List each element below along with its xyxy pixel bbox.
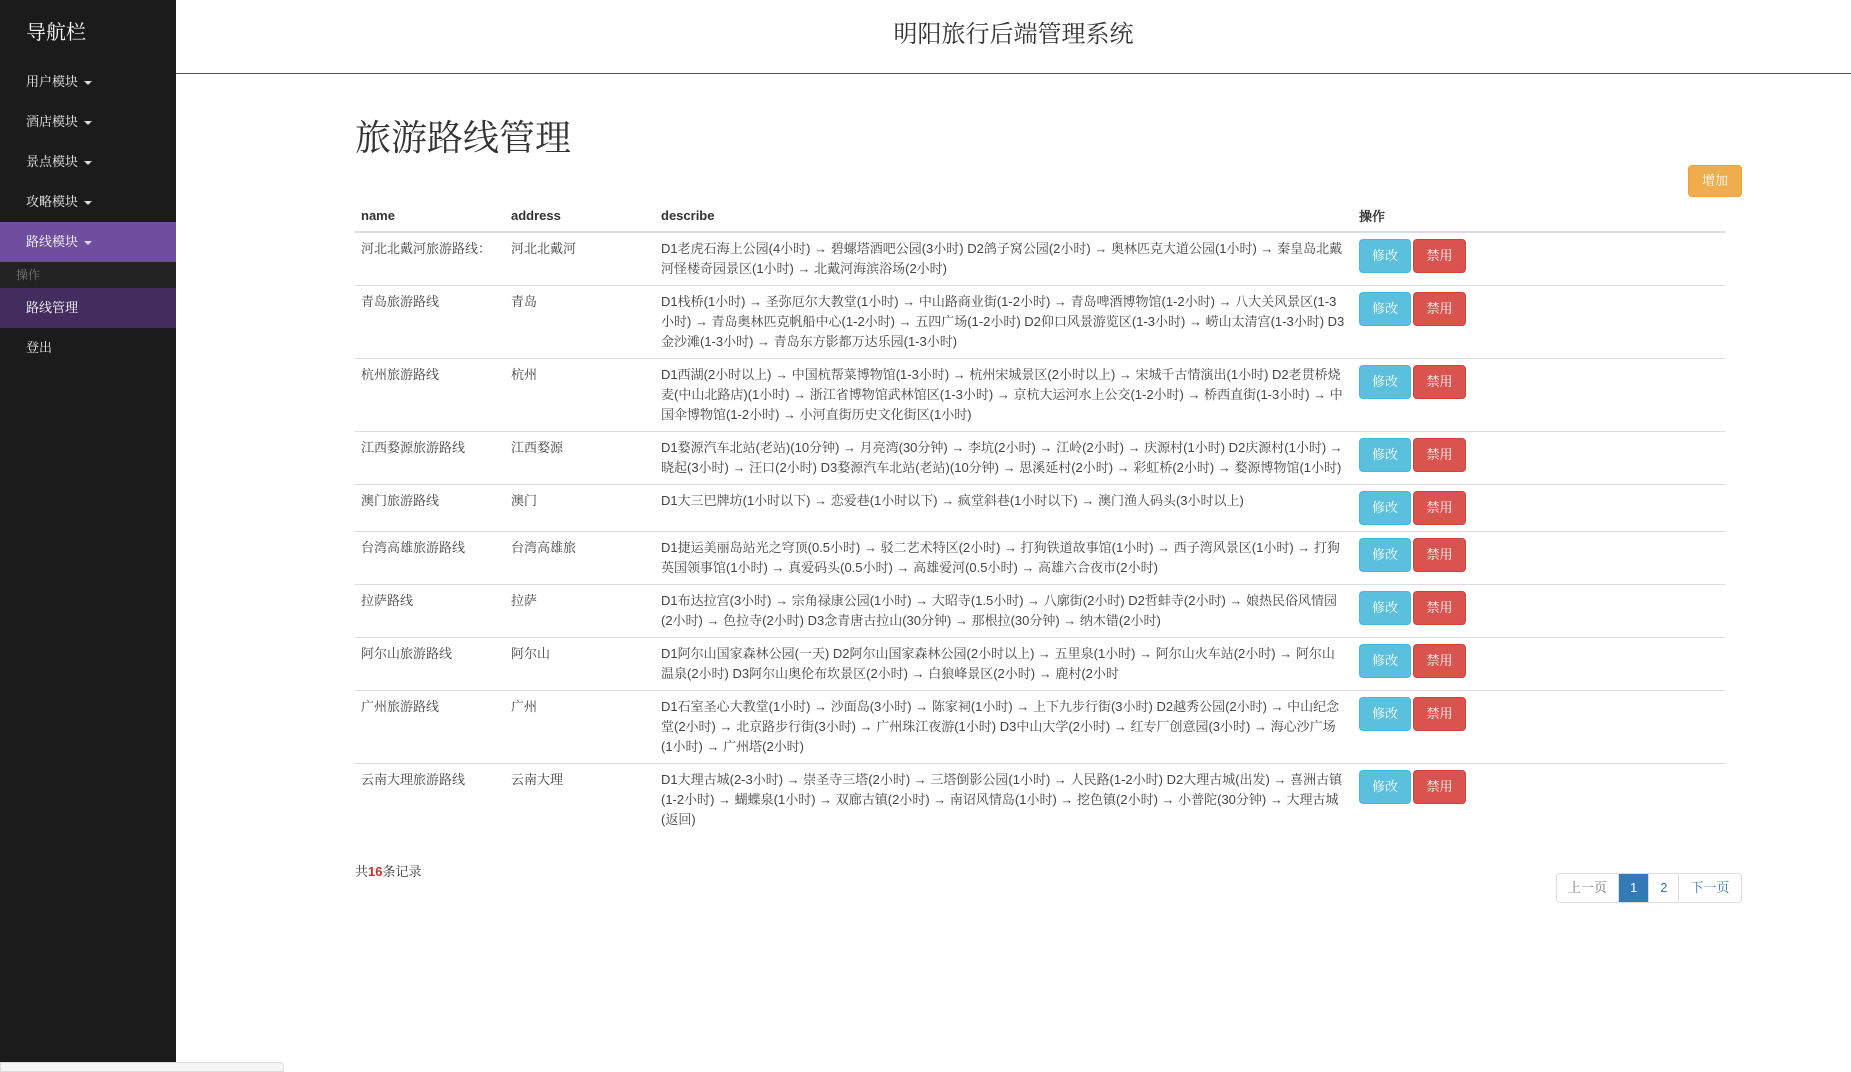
next-page-button[interactable]: 下一页 [1678,874,1740,902]
row-actions [1353,359,1725,432]
record-count [355,861,422,880]
system-title: 明阳旅行后端管理系统 [893,21,1134,48]
top-header [176,0,1851,74]
row-actions [1353,432,1725,485]
nav-label: 路线模块 [26,234,79,249]
route-name: 阿尔山旅游路线 [355,638,505,691]
edit-button[interactable]: 修改 [1359,697,1411,731]
route-describe: D1婺源汽车北站(老站)(10分钟) → 月亮湾(30分钟) → 李坑(2小时) → 江岭(2小时) → 庆源村(1小时) D2庆源村(1小时) → 晓起(3小时) → 汪口(2小时) D3婺源汽车北站(老站)(10分钟) → 思溪延村(2小时) → 彩虹桥(2小时) → 婺源博物馆(1小时) [655,432,1353,485]
edit-button[interactable]: 修改 [1359,491,1411,525]
caret-down-icon [84,201,92,205]
caret-down-icon [84,81,92,85]
route-address: 江西婺源 [505,432,655,485]
route-name: 杭州旅游路线 [355,359,505,432]
edit-button[interactable]: 修改 [1359,644,1411,678]
table-row [355,432,1725,485]
route-name: 广州旅游路线 [355,691,505,764]
page-2-button[interactable]: 2 [1648,874,1678,902]
row-actions [1353,764,1725,837]
route-address: 澳门 [505,485,655,532]
sidebar-section-header: 操作 [0,262,176,288]
disable-button[interactable]: 禁用 [1413,591,1466,625]
nav-label: 攻略模块 [26,194,79,209]
route-name: 澳门旅游路线 [355,485,505,532]
route-describe: D1阿尔山国家森林公园(一天) D2阿尔山国家森林公园(2小时以上) → 五里泉(1小时) → 阿尔山火车站(2小时) → 阿尔山温泉(2小时) D3阿尔山奥伦布坎景区(2小时) → 白狼峰景区(2小时) → 鹿村(2小时 [655,638,1353,691]
column-header-describe: describe [655,200,1353,232]
sidebar-item-route-module[interactable] [0,222,176,262]
table-row [355,532,1725,585]
edit-button[interactable]: 修改 [1359,438,1411,472]
route-name: 台湾高雄旅游路线 [355,532,505,585]
disable-button[interactable]: 禁用 [1413,770,1466,804]
table-row [355,638,1725,691]
add-button[interactable]: 增加 [1688,165,1742,197]
nav-label: 酒店模块 [26,114,79,129]
pagination [1556,873,1742,903]
route-name: 河北北戴河旅游路线： [355,232,505,286]
route-address: 台湾高雄旅 [505,532,655,585]
route-describe: D1捷运美丽岛站光之穹顶(0.5小时) → 驳二艺术特区(2小时) → 打狗铁道故事馆(1小时) → 西子湾风景区(1小时) → 打狗英国领事馆(1小时) → 真爱码头(0.5小时) → 高雄爱河(0.5小时) → 高雄六合夜市(2小时) [655,532,1353,585]
route-address: 阿尔山 [505,638,655,691]
route-describe: D1西湖(2小时以上) → 中国杭帮菜博物馆(1-3小时) → 杭州宋城景区(2小时以上) → 宋城千古情演出(1小时) D2老贯桥烧麦(中山北路店)(1小时) → 浙江省博物馆武林馆区(1-3小时) → 京杭大运河水上公交(1-2小时) → 桥西直街(1-3小时) → 中国伞博物馆(1-2小时) → 小河直街历史文化街区(1小时) [655,359,1353,432]
row-actions [1353,691,1725,764]
table-row [355,691,1725,764]
total-suffix: 条记录 [382,864,422,879]
route-describe: D1大理古城(2-3小时) → 崇圣寺三塔(2小时) → 三塔倒影公园(1小时) → 人民路(1-2小时) D2大理古城(出发) → 喜洲古镇(1-2小时) → 蝴蝶泉(1小时) → 双廊古镇(2小时) → 南诏风情岛(1小时) → 挖色镇(2小时) → 小普陀(30分钟) → 大理古城(返回) [655,764,1353,837]
routes-table [355,200,1725,836]
status-bar-url [0,1062,284,1072]
route-address: 杭州 [505,359,655,432]
sidebar-item-user-module[interactable] [0,62,176,102]
route-name: 拉萨路线 [355,585,505,638]
total-count: 16 [368,864,383,879]
column-header-actions: 操作 [1353,200,1725,232]
table-row [355,286,1725,359]
sidebar-item-route-management[interactable]: 路线管理 [0,288,176,328]
table-row [355,232,1725,286]
edit-button[interactable]: 修改 [1359,365,1411,399]
table-row [355,359,1725,432]
route-name: 云南大理旅游路线 [355,764,505,837]
disable-button[interactable]: 禁用 [1413,644,1466,678]
table-row [355,485,1725,532]
edit-button[interactable]: 修改 [1359,292,1411,326]
route-address: 河北北戴河 [505,232,655,286]
prev-page-button[interactable]: 上一页 [1568,880,1608,895]
edit-button[interactable]: 修改 [1359,239,1411,273]
edit-button[interactable]: 修改 [1359,770,1411,804]
route-address: 拉萨 [505,585,655,638]
route-name: 江西婺源旅游路线 [355,432,505,485]
row-actions [1353,585,1725,638]
row-actions [1353,532,1725,585]
disable-button[interactable]: 禁用 [1413,438,1466,472]
sidebar-item-hotel-module[interactable] [0,102,176,142]
disable-button[interactable]: 禁用 [1413,538,1466,572]
nav-label: 景点模块 [26,154,79,169]
table-row [355,764,1725,837]
sidebar [0,0,176,1062]
column-header-address: address [505,200,655,232]
caret-down-icon [84,241,92,245]
route-describe: D1大三巴牌坊(1小时以下) → 恋爱巷(1小时以下) → 疯堂斜巷(1小时以下) → 澳门渔人码头(3小时以上) [655,485,1353,532]
caret-down-icon [84,161,92,165]
disable-button[interactable]: 禁用 [1413,491,1466,525]
route-name: 青岛旅游路线 [355,286,505,359]
sidebar-brand: 导航栏 [26,22,86,44]
page-title: 旅游路线管理 [355,117,572,158]
edit-button[interactable]: 修改 [1359,591,1411,625]
column-header-name: name [355,200,505,232]
row-actions [1353,232,1725,286]
route-describe: D1布达拉宫(3小时) → 宗角禄康公园(1小时) → 大昭寺(1.5小时) → 八廓街(2小时) D2哲蚌寺(2小时) → 娘热民俗风情园(2小时) → 色拉寺(2小时) D3念青唐古拉山(30分钟) → 那根拉(30分钟) → 纳木错(2小时) [655,585,1353,638]
row-actions [1353,485,1725,532]
disable-button[interactable]: 禁用 [1413,239,1466,273]
edit-button[interactable]: 修改 [1359,538,1411,572]
row-actions [1353,286,1725,359]
total-prefix: 共 [355,864,369,879]
route-address: 青岛 [505,286,655,359]
route-address: 广州 [505,691,655,764]
route-describe: D1石室圣心大教堂(1小时) → 沙面岛(3小时) → 陈家祠(1小时) → 上下九步行街(3小时) D2越秀公园(2小时) → 中山纪念堂(2小时) → 北京路步行街(3小时) → 广州珠江夜游(1小时) D3中山大学(2小时) → 红专厂创意园(3小时) → 海心沙广场(1小时) → 广州塔(2小时) [655,691,1353,764]
nav-label: 用户模块 [26,74,79,89]
caret-down-icon [84,121,92,125]
sidebar-item-scenic-module[interactable] [0,142,176,182]
route-describe: D1栈桥(1小时) → 圣弥厄尔大教堂(1小时) → 中山路商业街(1-2小时) → 青岛啤酒博物馆(1-2小时) → 八大关风景区(1-3小时) → 青岛奥林匹克帆船中心(1-2小时) → 五四广场(1-2小时) D2仰口风景游览区(1-3小时) → 崂山太清宫(1-3小时) D3金沙滩(1-3小时) → 青岛东方影都万达乐园(1-3小时) [655,286,1353,359]
sidebar-item-guide-module[interactable] [0,182,176,222]
disable-button[interactable]: 禁用 [1413,292,1466,326]
disable-button[interactable]: 禁用 [1413,697,1466,731]
route-address: 云南大理 [505,764,655,837]
sidebar-item-logout[interactable]: 登出 [26,340,53,355]
disable-button[interactable]: 禁用 [1413,365,1466,399]
route-describe: D1老虎石海上公园(4小时) → 碧螺塔酒吧公园(3小时) D2鸽子窝公园(2小时) → 奥林匹克大道公园(1小时) → 秦皇岛北戴河怪楼奇园景区(1小时) → 北戴河海滨浴场(2小时) [655,232,1353,286]
page-1-button[interactable]: 1 [1618,874,1648,902]
row-actions [1353,638,1725,691]
table-row [355,585,1725,638]
